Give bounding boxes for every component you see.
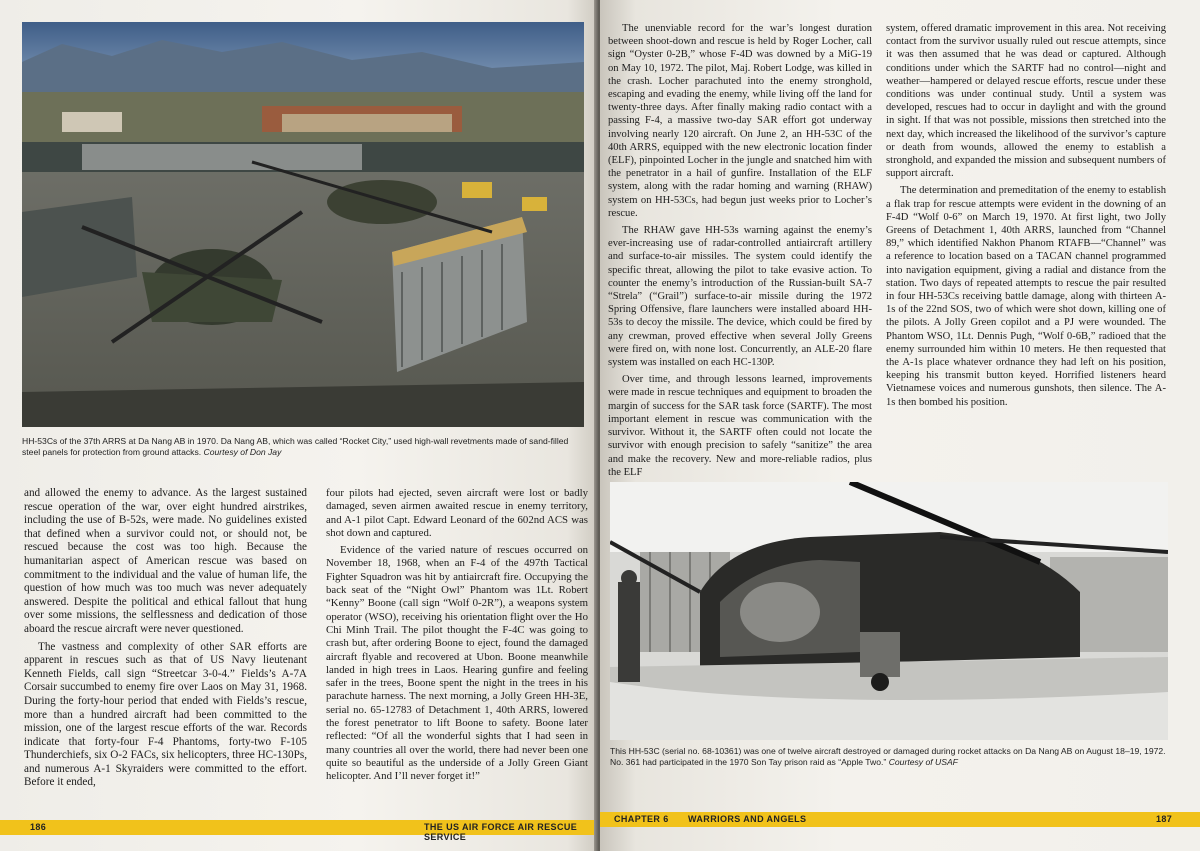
photo-caption <box>22 436 584 458</box>
chapter-label: CHAPTER 6 <box>614 814 669 824</box>
chapter-title: WARRIORS AND ANGELS <box>688 814 807 824</box>
paragraph: and allowed the enemy to advance. As the largest sustained rescue operation of the war, over eight hundred airstrikes, including the use of B-52s, were made. No guidelines existed that defined when a survivor could not, or should not, be rescued because the cost was too high. Because the humanitarian aspect of American rescue was based on commitment to the individual and the value of human life, the question of how much was too much was never adequately answered. Despite the political and ethical fallout that hung over some missions, the selflessness and dedication of those aboard the rescue aircraft were never questioned. <box>24 487 307 635</box>
paragraph: The RHAW gave HH-53s warning against the enemy’s ever-increasing use of radar-controlled antiaircraft artillery and surface-to-air missiles. The system could identify the specific threat, allowing the pilot to take evasive action. To counter the enemy’s introduction of the Russian-built SA-7 “Strela” (“Grail”) surface-to-air missile during the 1972 Spring Offensive, flare launchers were installed aboard HH-53s to decoy the missile. The device, which could be fired by any crewman, proved effective when several Jolly Greens were fired on, with none lost. Concurrently, an ALE-20 flare system was installed on each HC-130P. <box>608 225 872 369</box>
paragraph: The vastness and complexity of other SAR efforts are apparent in rescues such as that of US Navy lieutenant Kenneth Fields, call sign “Streetcar 3-0-4.” Fields’s A-7A Corsair succumbed to enemy fire over Laos on May 31, 1968. During the forty-hour period that ended with Fields’s rescue, more than a hundred aircraft had been committed to the mission, one of the largest rescue efforts of the war. Records indicate that forty-four F-4 Phantoms, forty-two F-105 Thunderchiefs, six O-2 FACs, six helicopters, three HC-130Ps, and numerous A-1 Skyraiders were committed to the effort. Before it ended, <box>24 640 307 789</box>
caption-credit: Courtesy of USAF <box>888 757 958 767</box>
paragraph: The determination and premeditation of the enemy to establish a flak trap for rescue attempts were evident in the downing of an F-4D “Wolf 0-6” on March 19, 1970. At first light, two Jolly Greens of Detachment 1, 40th ARRS, launched from “Channel 89,” which identified Nakhon Phanom RTAFB—“Channel” was a reference to location based on a TACAN channel programmed into navigation equipment, giving a radial and distance from the station. Two days of repeated attempts to rescue the pair resulted in four HH-53Cs receiving battle damage, along with thirteen A-1s of the 22nd SOS, two of which were shot down, killing one of the pilots. A Jolly Green copilot and a PJ were wounded. The Phantom WSO, 1Lt. Dennis Pugh, “Wolf 0-6B,” radioed that the enemy surrounded him within 10 meters. He then requested that the A-1s place whatever ordnance they had left on his position, keeping his transmit button keyed. Horrified listeners heard Vietnamese voices and numerous gunshots, then silence. The A-1s then bombed his position. <box>886 185 1166 408</box>
caption-credit: Courtesy of Don Jay <box>203 447 282 457</box>
body-column-2 <box>326 487 588 788</box>
paragraph: The unenviable record for the war’s longest duration between shoot-down and rescue is held by Roger Locher, call sign “Oyster 0-2B,” whose F-4D was downed by a MiG-19 on May 10, 1972. The pilot, Maj. Robert Lodge, was killed in the crash. Locher parachuted into the enemy stronghold, escaping and evading the enemy, while living off the land for twenty-three days. After finally making radio contact with a passing F-4, a massive two-day SAR effort got underway involving nearly 120 aircraft. On June 2, an HH-53C of the 40th ARRS, equipped with the new electronic location finder (ELF), pinpointed Locher in the jungle and snatched him with the penetrator in a hail of gunfire. Installation of the ELF system, along with the radar homing and warning (RHAW) system on HH-53Cs, had begun just weeks prior to Locher’s rescue. <box>608 23 872 219</box>
helicopter-revetment-photo <box>22 22 584 427</box>
paragraph: Over time, and through lessons learned, improvements were made in rescue techniques and equipment to broaden the margin of success for the SAR task force (SARTF). The most important element in rescue was communication with the survivor. Without it, the SARTF often could not locate the survivor with enough precision to safely “sanitize” the area and make the recovery. New and more-reliable radios, plus the ELF <box>608 374 872 478</box>
paragraph: system, offered dramatic improvement in this area. Not receiving contact from the survivor usually ruled out rescue attempts, since it was then assumed that he was dead or captured. Although conditions under which the SARTF had no control—night and weather—hampered or delayed rescue efforts, rescue under these conditions was under continual study. Until a system was developed, rescues had to occur in daylight and with the ground in sight. If that was not possible, missions then stretched into the next day, which increased the likelihood of the survivor’s capture or death from wounds, allowed the enemy to establish a stronghold, and expanded the mission and subsequent numbers of support aircraft. <box>886 23 1166 180</box>
paragraph: four pilots had ejected, seven aircraft were lost or badly damaged, seven airmen awaited rescue in enemy territory, and A-1 pilot Capt. Edward Leonard of the 602nd ACS was shot down and captured. <box>326 487 588 539</box>
running-title: THE US AIR FORCE AIR RESCUE SERVICE <box>424 822 578 842</box>
caption-text: This HH-53C (serial no. 68-10361) was one of twelve aircraft destroyed or damaged during rocket attacks on Da Nang AB on August 18–19, 1972. No. 361 had participated in the 1970 Son Tay prison raid as “Apple Two.” <box>610 746 1166 767</box>
caption-text: HH-53Cs of the 37th ARRS at Da Nang AB in 1970. Da Nang AB, which was called “Rocket City,” used high-wall revetments made of sand-filled steel panels for protection from ground attacks. <box>22 436 569 457</box>
body-column-1 <box>608 22 872 483</box>
right-page <box>600 0 1200 851</box>
body-column-2 <box>886 22 1166 413</box>
body-column-1 <box>24 487 307 794</box>
destroyed-helicopter-photo <box>610 482 1168 740</box>
left-page <box>0 0 597 851</box>
footer-bar <box>600 812 1200 827</box>
page-number: 187 <box>1156 814 1173 824</box>
footer-bar <box>0 820 597 842</box>
paragraph: Evidence of the varied nature of rescues occurred on November 18, 1968, when an F-4 of the 497th Tactical Fighter Squadron was hit by antiaircraft fire. Occupying the back seat of the “Night Owl” Phantom was 1Lt. Robert “Kenny” Boone (call sign “Wolf 0-2R”), a weapons system operator (WSO), receiving his orientation flight over the Ho Chi Minh Trail. The pilot thought the F-4C was going to crash but, after ordering Boone to eject, found the damaged aircraft flyable and recovered at Ubon. Boone meanwhile landed in high trees in Laos. Hearing gunfire and feeling safer in the trees, Boone spent the night in the trees in his parachute harness. The next morning, a Jolly Green HH-3E, serial no. 65-12783 of Detachment 1, 40th ARRS, lowered the forest penetrator to lift Boone to safety. Boone later reflected: “Of all the wonderful sights that I had seen in many countries all over the world, there had never been one quite so beautiful as the underside of a Jolly Green Giant helicopter. And I’ll never forget it!” <box>326 544 588 783</box>
photo-caption <box>610 746 1166 768</box>
page-number: 186 <box>30 822 47 832</box>
